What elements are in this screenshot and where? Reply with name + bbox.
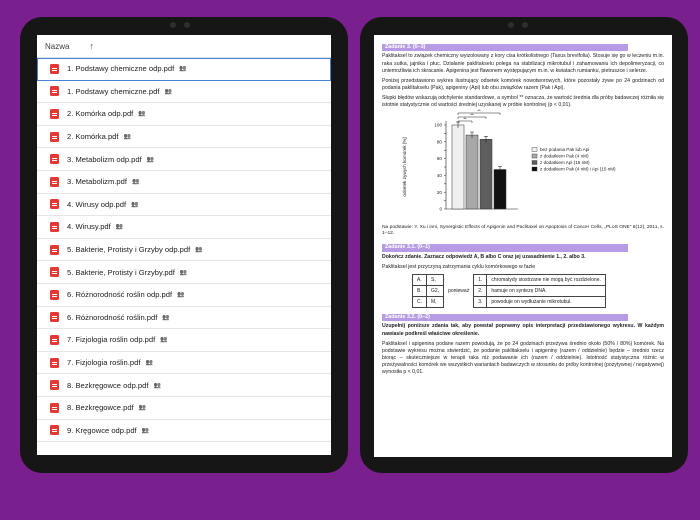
list-header [37, 35, 331, 58]
y-tick-label: 60 [436, 155, 442, 161]
task31-header: Zadanie 3.1. (0–1) [382, 244, 628, 251]
shared-people-icon: 👥 [138, 111, 145, 118]
file-row[interactable] [37, 171, 331, 194]
bar [466, 135, 478, 209]
reason-text: powoduje on wydłużanie mikrotubul. [487, 296, 606, 307]
pdf-file-icon [50, 154, 59, 164]
document-viewer[interactable] [374, 35, 672, 457]
reason-text: hamuje on syntezę DNA. [487, 285, 606, 296]
right-tablet [360, 17, 688, 473]
task3-paragraph-1: Paklitaksel to związek chemiczny wyizolowany z kory cisa krótkolistnego (Taxus brevifolia). Stosuje się go w leczeniu m.in. raka sutka, jajnika i płuc. Działanie paklitakselu polega na stabilizacji mikrotubul i zahamowaniu ich depolimeryzacji, co uniemożliwia ich skracanie. Apigenina jest flawonem występującym m.in. w kwiatach rumianku, pietruszce i selerze. [382, 53, 664, 74]
file-row[interactable] [37, 103, 331, 126]
shared-people-icon: 👥 [146, 156, 154, 163]
file-list [37, 58, 331, 442]
shared-people-icon: 👥 [153, 382, 160, 389]
file-row[interactable] [37, 329, 331, 352]
file-name: 5. Bakterie, Protisty i Grzyby.pdf [67, 267, 175, 277]
file-name: 9. Kręgowce odp.pdf [67, 425, 137, 435]
legend-swatch [532, 154, 537, 158]
front-sensor [522, 22, 528, 28]
shared-people-icon: 👥 [195, 247, 202, 254]
bar [494, 169, 506, 208]
answer-row [413, 296, 606, 307]
file-name: 7. Fizjologia roślin odp.pdf [67, 335, 156, 345]
pdf-file-icon [50, 312, 59, 322]
pdf-file-icon [50, 64, 59, 74]
pdf-file-icon [50, 199, 59, 209]
file-row[interactable] [37, 126, 331, 149]
shared-people-icon: 👥 [162, 314, 169, 321]
file-name: 8. Bezkręgowce.pdf [67, 403, 134, 413]
shared-people-icon: 👥 [141, 427, 149, 434]
significance-mark: ** [470, 112, 474, 118]
task32-instruction: Uzupełnij poniższe zdania tak, aby powstał poprawny opis interpretacji przedstawionego wykresu. W każdym nawiasie podkreśl właściwe określenie. [382, 323, 664, 337]
significance-mark: ** [463, 116, 467, 122]
y-axis-label: odsetek żywych komórek [%] [402, 137, 407, 197]
reason-number[interactable]: 1. [474, 274, 487, 285]
answer-table [412, 274, 606, 308]
task3-header: Zadanie 3. (0–3) [382, 44, 628, 51]
pdf-file-icon [50, 177, 59, 187]
front-camera [508, 22, 514, 28]
file-row[interactable] [37, 307, 331, 330]
legend-label: z dodatkiem Api (15 nM) [540, 159, 590, 165]
pdf-file-icon [50, 425, 59, 435]
legend-label: bez podania Pak lub Api [540, 146, 590, 152]
file-row[interactable] [37, 397, 331, 420]
task31-instruction: Dokończ zdanie. Zaznacz odpowiedź A, B albo C oraz jej uzasadnienie 1., 2. albo 3. [382, 253, 586, 260]
connector: ponieważ [448, 287, 470, 294]
task31-stem: Paklitaksel jest przyczyną zatrzymania cyklu komórkowego w fazie [382, 263, 536, 270]
shared-people-icon: 👥 [115, 224, 123, 231]
file-row[interactable] [37, 374, 331, 397]
y-tick-label: 100 [434, 122, 442, 128]
left-tablet [20, 17, 348, 473]
arrow-up-icon[interactable]: ↑ [89, 41, 94, 51]
option-letter[interactable]: B. [413, 285, 427, 296]
legend-swatch [532, 147, 537, 151]
reason-number[interactable]: 3. [474, 296, 487, 307]
file-name: 4. Wirusy odp.pdf [67, 199, 127, 209]
significance-mark: ** [477, 108, 481, 114]
legend-label: z dodatkiem Pak (4 nM) [540, 153, 589, 159]
file-row[interactable] [37, 194, 331, 217]
file-name: 4. Wirusy.pdf [67, 222, 111, 232]
shared-people-icon: 👥 [177, 292, 184, 299]
shared-people-icon: 👥 [179, 269, 187, 276]
file-row[interactable] [37, 216, 331, 239]
shared-people-icon: 👥 [138, 405, 146, 412]
option-phase: G2, [427, 285, 444, 296]
shared-people-icon: 👥 [123, 134, 130, 141]
task32-header: Zadanie 3.2. (0–2) [382, 314, 628, 321]
shared-people-icon: 👥 [145, 360, 152, 367]
file-row[interactable] [37, 284, 331, 307]
pdf-file-icon [50, 267, 59, 277]
file-name: 8. Bezkręgowce odp.pdf [67, 380, 149, 390]
option-letter[interactable]: C. [413, 296, 427, 307]
file-row[interactable] [37, 352, 331, 375]
answer-row [413, 274, 606, 285]
file-list-screen [37, 35, 331, 455]
pdf-file-icon [50, 86, 59, 96]
file-row[interactable] [37, 81, 331, 104]
pdf-file-icon [50, 290, 59, 300]
file-row[interactable] [37, 261, 331, 284]
file-row[interactable] [37, 148, 331, 171]
file-name: 3. Metabolizm.pdf [67, 177, 127, 187]
pdf-file-icon [50, 222, 59, 232]
option-phase: S, [427, 274, 444, 285]
reason-number[interactable]: 2. [474, 285, 487, 296]
survival-chart [382, 108, 664, 223]
pdf-file-icon [50, 380, 59, 390]
pdf-file-icon [50, 109, 59, 119]
file-row[interactable] [37, 58, 331, 81]
task3-paragraph-2: Poniżej przedstawiono wykres ilustrujący odsetek komórek nowotworowych, które pozostały żywe po 24 godzinach od podania paklitakselu (Pak), apigeniny (Api) lub obu związków razem (Pak i Api). [382, 77, 664, 92]
pdf-file-icon [50, 403, 59, 413]
option-letter[interactable]: A. [413, 274, 427, 285]
file-row[interactable] [37, 420, 331, 443]
legend-label: z dodatkiem Pak (4 nM) i Api (15 nM) [540, 166, 616, 172]
shared-people-icon: 👥 [131, 201, 138, 208]
bar [480, 139, 492, 209]
task32-paragraph: Paklitaksel i apigenina podane razem powodują, że po 24 godzinach przeżywa średnio około (50% / 80%) komórek. Na podstawie wykresu można stwierdzić, że podanie paklitakselu i apigeniny (razem / oddzielnie) będzie – średnio rzecz biorąc – skuteczniejsze w terapii raka niż podawanie ich (razem / oddzielnie). Istotność statystyczna różnic w przeżywalności komórek we wszystkich wariantach badawczych w stosunku do próby kontrolnej (pozytywnej / negatywnej) wynosiła p < 0,01. [382, 340, 664, 376]
chart-svg [382, 108, 664, 223]
file-name: 2. Komórka odp.pdf [67, 109, 134, 119]
name-column-header[interactable]: Nazwa [45, 41, 70, 51]
file-name: 7. Fizjologia roślin.pdf [67, 358, 141, 368]
pdf-file-icon [50, 245, 59, 255]
task3-paragraph-3: Słupki błędów wskazują odchylenie standardowe, a symbol ** oznacza, że wartość średnia dla próby badawczej różniła się istotnie statystycznie od wartości średniej uzyskanej w próbie kontrolnej (p < 0,01). [382, 95, 664, 109]
reason-text: chromatydy siostrzane nie mogą być rozdzielone. [487, 274, 606, 285]
y-tick-label: 20 [436, 189, 442, 195]
document-page [374, 35, 672, 377]
legend-swatch [532, 167, 537, 171]
y-tick-label: 40 [436, 172, 442, 178]
option-phase: M, [427, 296, 444, 307]
file-name: 1. Podstawy chemiczne odp.pdf [67, 64, 175, 74]
file-row[interactable] [37, 239, 331, 262]
file-name: 5. Bakterie, Protisty i Grzyby odp.pdf [67, 245, 191, 255]
shared-people-icon: 👥 [179, 66, 186, 73]
file-name: 1. Podstawy chemiczne.pdf [67, 86, 160, 96]
front-sensor [184, 22, 190, 28]
answer-row [413, 285, 606, 296]
pdf-file-icon [50, 132, 59, 142]
y-tick-label: 80 [436, 139, 442, 145]
chart-caption: Na podstawie: Y. Xu i inni, Synergistic Effects of Apigenin and Paclitaxel on Apoptosis of Cancer Cells, „PLoS ONE” 6(12), 2011, s. 1–12. [382, 224, 664, 237]
bar [452, 125, 464, 209]
pdf-file-icon [50, 358, 59, 368]
file-name: 6. Różnorodność roślin odp.pdf [67, 290, 173, 300]
file-name: 6. Różnorodność roślin.pdf [67, 312, 158, 322]
shared-people-icon: 👥 [164, 88, 171, 95]
pdf-file-icon [50, 335, 59, 345]
y-tick-label: 0 [439, 206, 442, 212]
file-name: 3. Metabolizm odp.pdf [67, 154, 142, 164]
shared-people-icon: 👥 [160, 337, 167, 344]
file-name: 2. Komórka.pdf [67, 132, 119, 142]
legend-swatch [532, 160, 537, 164]
shared-people-icon: 👥 [131, 179, 139, 186]
front-camera [170, 22, 176, 28]
